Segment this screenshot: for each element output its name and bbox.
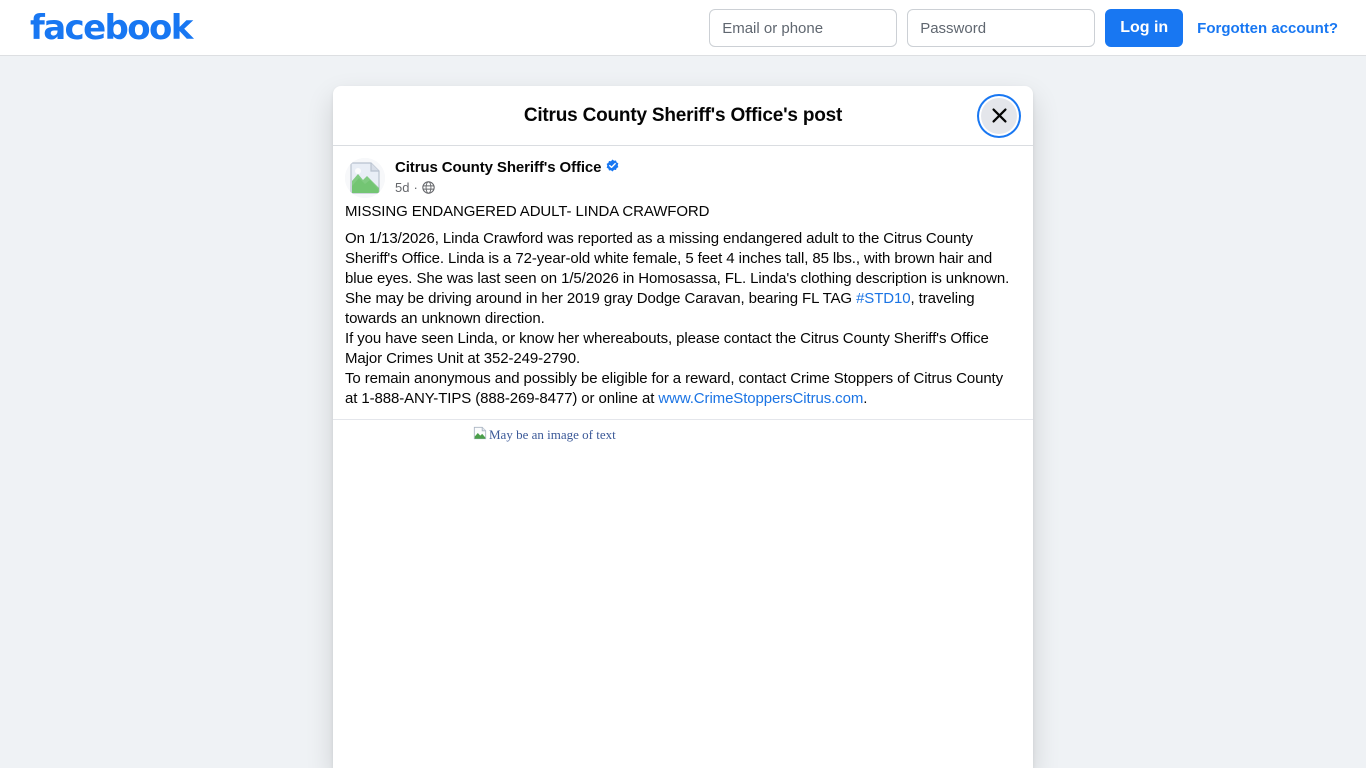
log-in-button[interactable]: Log in	[1105, 9, 1183, 47]
paragraph-1-text-before: On 1/13/2026, Linda Crawford was reported as a missing endangered adult to the Citrus County Sheriff's Office. Linda is a 72-year-old white female, 5 feet 4 inches tall, 85 lbs., with brown hair and blue eyes. She was last seen on 1/5/2026 in Homosassa, FL. Linda's clothing description is unknown. She may be driving around in her 2019 gray Dodge Caravan, bearing FL TAG	[345, 230, 1010, 307]
facebook-logo[interactable]: facebook	[30, 7, 192, 48]
post-paragraph-1	[345, 229, 1017, 329]
post-meta	[395, 180, 619, 195]
media-alt-text: May be an image of text	[489, 427, 616, 442]
post-dialog	[333, 86, 1033, 768]
top-navigation-bar	[0, 0, 1366, 56]
post-paragraph-3	[345, 369, 1017, 409]
verified-badge-icon	[606, 159, 619, 177]
email-or-phone-input[interactable]	[709, 9, 897, 47]
password-input[interactable]	[907, 9, 1095, 47]
post-paragraph-2: If you have seen Linda, or know her whereabouts, please contact the Citrus County Sheriff's Office Major Crimes Unit at 352-249-2790.	[345, 330, 989, 367]
paragraph-3-text-before: To remain anonymous and possibly be eligible for a reward, contact Crime Stoppers of Citrus County at 1-888-ANY-TIPS (888-269-8477) or online at	[345, 370, 1004, 407]
post-author-header	[333, 146, 1033, 198]
dialog-header	[333, 86, 1033, 146]
broken-media-placeholder[interactable]	[473, 426, 616, 444]
paragraph-1-text-after: , traveling towards an unknown direction.	[345, 290, 975, 327]
post-timestamp[interactable]: 5d	[395, 180, 410, 195]
crime-stoppers-link[interactable]: www.CrimeStoppersCitrus.com	[658, 390, 864, 407]
broken-image-icon	[473, 426, 487, 444]
meta-separator: ·	[413, 180, 418, 195]
close-button[interactable]	[981, 98, 1017, 134]
post-message	[333, 198, 1033, 409]
paragraph-spacer	[345, 222, 1017, 229]
author-info	[395, 158, 619, 195]
post-media	[333, 420, 1033, 760]
globe-icon[interactable]	[422, 181, 435, 194]
dialog-title: Citrus County Sheriff's Office's post	[523, 104, 843, 126]
author-name-row	[395, 159, 619, 177]
broken-image-icon	[345, 158, 385, 198]
login-form	[709, 0, 1350, 56]
hashtag-link[interactable]: #STD10	[856, 290, 911, 307]
avatar[interactable]	[345, 158, 385, 198]
close-icon	[991, 107, 1008, 124]
post-headline: MISSING ENDANGERED ADULT- LINDA CRAWFORD	[345, 203, 710, 220]
paragraph-3-text-after: .	[863, 390, 868, 407]
forgotten-account-link[interactable]: Forgotten account?	[1197, 19, 1338, 37]
author-name[interactable]: Citrus County Sheriff's Office	[395, 159, 602, 176]
